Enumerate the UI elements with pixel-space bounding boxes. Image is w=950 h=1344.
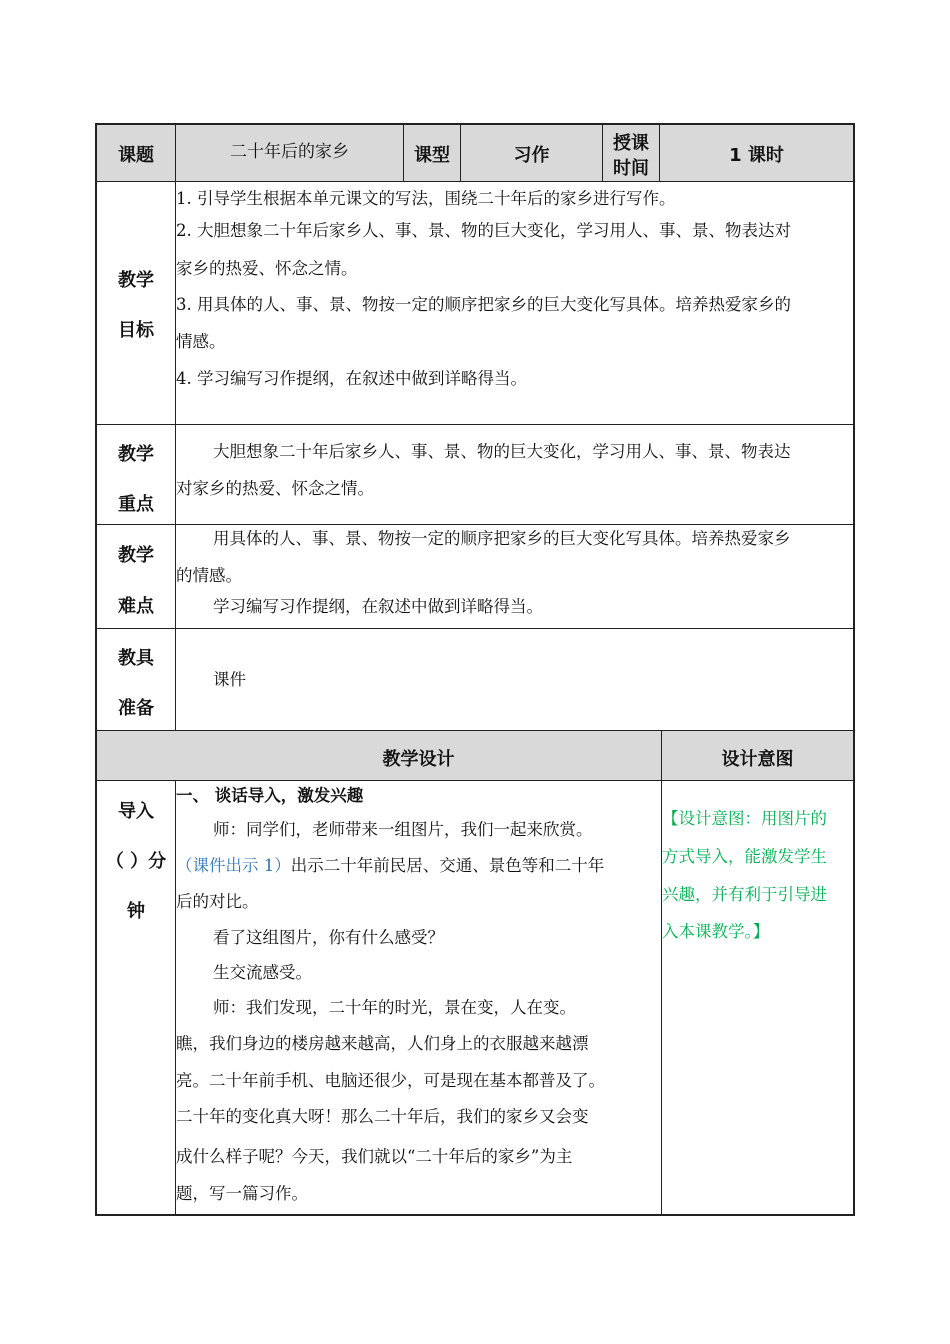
focus-label-line1: 教学 (118, 444, 154, 465)
difficulty-label-line2: 难点 (118, 596, 154, 617)
design-line-1: 师：同学们，老师带来一组图片，我们一起来欣赏。 (213, 820, 593, 839)
intent-line-1: 【设计意图：用图片的 (662, 809, 827, 828)
topic-value: 二十年后的家乡 (230, 142, 349, 162)
goals-line-1: 1. 引导学生根据本单元课文的写法，围绕二十年后的家乡进行写作。 (176, 189, 676, 208)
design-header-intent: 设计意图 (721, 749, 794, 770)
design-line-10: 成什么样子呢？今天，我们就以“二十年后的家乡”为主 (176, 1147, 573, 1166)
goals-label-line2: 目标 (118, 320, 154, 341)
design-line-6: 师：我们发现，二十年的时光，景在变，人在变。 (213, 998, 576, 1017)
tools-value: 课件 (213, 670, 246, 689)
intent-line-2: 方式导入，能激发学生 (662, 847, 827, 866)
time-value: 1 课时 (729, 145, 784, 166)
design-header-main: 教学设计 (382, 749, 455, 770)
goals-line-2: 2. 大胆想象二十年后家乡人、事、景、物的巨大变化，学习用人、事、景、物表达对 (176, 221, 791, 240)
courseware-ref: （课件出示 1） (176, 856, 291, 875)
stage-label-line3: 钟 (127, 901, 145, 922)
focus-line-2: 对家乡的热爱、怀念之情。 (176, 479, 374, 498)
goals-line-4: 3. 用具体的人、事、景、物按一定的顺序把家乡的巨大变化写具体。培养热爱家乡的 (176, 295, 791, 314)
design-line-2-rest: 出示二十年前民居、交通、景色等和二十年 (290, 856, 605, 875)
difficulty-label-line1: 教学 (118, 545, 154, 566)
row-divider (95, 730, 855, 731)
focus-label-line2: 重点 (118, 494, 154, 515)
goals-line-3: 家乡的热爱、怀念之情。 (176, 259, 358, 278)
goals-line-6: 4. 学习编写习作提纲，在叙述中做到详略得当。 (176, 369, 527, 388)
difficulty-line-1: 用具体的人、事、景、物按一定的顺序把家乡的巨大变化写具体。培养热爱家乡 (213, 529, 791, 548)
time-label-line1: 授课 (613, 133, 649, 154)
intent-line-4: 入本课教学。】 (662, 922, 770, 941)
design-line-8: 亮。二十年前手机、电脑还很少，可是现在基本都普及了。 (176, 1071, 605, 1090)
design-line-4: 看了这组图片，你有什么感受？ (213, 928, 444, 947)
topic-label: 课题 (118, 145, 154, 166)
design-line-7: 瞧，我们身边的楼房越来越高，人们身上的衣服越来越漂 (176, 1034, 589, 1053)
intent-line-3: 兴趣，并有利于引导进 (662, 885, 827, 904)
section-title: 一、 谈话导入，激发兴趣 (176, 786, 364, 805)
design-line-9: 二十年的变化真大呀！那么二十年后，我们的家乡又会变 (176, 1107, 589, 1126)
design-line-3: 后的对比。 (176, 892, 259, 911)
goals-line-5: 情感。 (176, 332, 226, 351)
design-line-11: 题，写一篇习作。 (176, 1184, 308, 1203)
row-divider (95, 628, 855, 629)
goals-label-line1: 教学 (118, 270, 154, 291)
difficulty-line-2: 的情感。 (176, 566, 242, 585)
type-value: 习作 (513, 145, 550, 166)
tools-label-line2: 准备 (118, 698, 154, 719)
row-divider (95, 424, 855, 425)
tools-label-line1: 教具 (118, 648, 154, 669)
time-label-line2: 时间 (613, 158, 649, 179)
design-line-2 (176, 847, 604, 884)
focus-line-1: 大胆想象二十年后家乡人、事、景、物的巨大变化，学习用人、事、景、物表达 (213, 442, 791, 461)
type-label: 课型 (414, 145, 450, 166)
design-line-5: 生交流感受。 (213, 963, 312, 982)
difficulty-line-3: 学习编写习作提纲，在叙述中做到详略得当。 (213, 597, 543, 616)
stage-label-line2: （ ）分 (105, 851, 167, 872)
stage-label-line1: 导入 (118, 801, 154, 822)
